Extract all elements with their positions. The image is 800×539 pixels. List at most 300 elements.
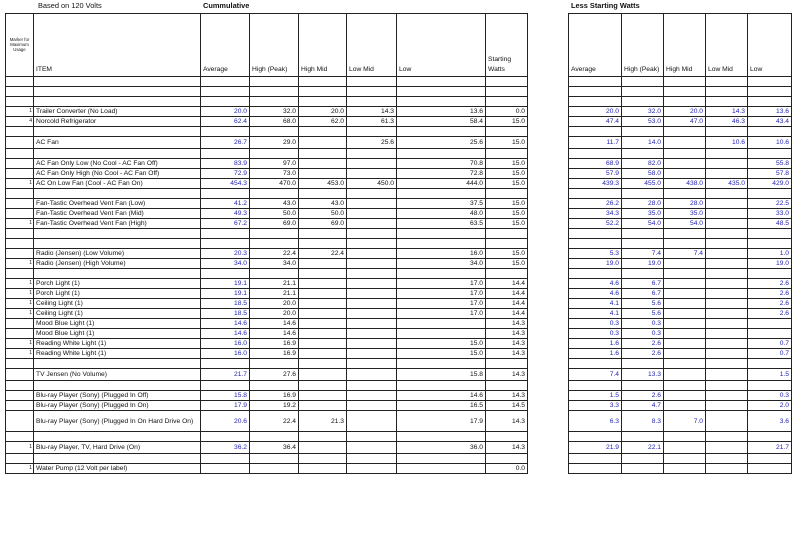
high-mid-cell: [299, 349, 347, 359]
high-peak-cell: [250, 97, 299, 107]
low-cell: 16.5: [397, 401, 486, 411]
average-cell: [201, 239, 250, 249]
r-low-cell: [748, 97, 792, 107]
average-cell: [201, 77, 250, 87]
low-cell: 13.6: [397, 107, 486, 117]
marker-cell: [6, 381, 34, 391]
marker-cell: 1: [6, 442, 34, 454]
cumulative-section-title: Cummulative: [203, 1, 250, 10]
item-cell: [34, 229, 201, 239]
column-header-high-mid: High Mid: [299, 14, 347, 77]
r-average-cell: 0.3: [569, 319, 622, 329]
blank-row: [6, 432, 792, 442]
r-average-cell: 6.3: [569, 411, 622, 432]
item-cell: AC Fan: [34, 137, 201, 149]
high-mid-cell: [299, 169, 347, 179]
section-gap: [528, 269, 569, 279]
r-low-mid-cell: [706, 359, 748, 369]
marker-cell: [6, 359, 34, 369]
low-cell: 444.0: [397, 179, 486, 189]
average-cell: [201, 359, 250, 369]
r-low-mid-cell: [706, 289, 748, 299]
low-cell: 14.6: [397, 391, 486, 401]
section-gap: [528, 391, 569, 401]
r-average-cell: [569, 464, 622, 474]
section-gap: [528, 319, 569, 329]
starting-watts-cell: 15.0: [486, 117, 528, 127]
item-cell: AC Fan Only High (No Cool - AC Fan Off): [34, 169, 201, 179]
starting-watts-cell: [486, 359, 528, 369]
r-low-mid-cell: [706, 189, 748, 199]
high-peak-cell: 16.9: [250, 339, 299, 349]
marker-cell: [6, 229, 34, 239]
section-gap: [528, 159, 569, 169]
r-low-mid-cell: 46.3: [706, 117, 748, 127]
high-peak-cell: [250, 229, 299, 239]
r-high-peak-cell: 13.3: [622, 369, 664, 381]
item-cell: [34, 97, 201, 107]
high-peak-cell: [250, 189, 299, 199]
low-mid-cell: [347, 411, 397, 432]
r-low-mid-cell: [706, 454, 748, 464]
r-average-cell: [569, 189, 622, 199]
r-low-cell: [748, 381, 792, 391]
average-cell: 72.9: [201, 169, 250, 179]
section-gap: [528, 107, 569, 117]
high-peak-cell: [250, 359, 299, 369]
r-high-mid-cell: [664, 149, 706, 159]
low-cell: 15.0: [397, 339, 486, 349]
low-mid-cell: [347, 269, 397, 279]
low-mid-cell: [347, 454, 397, 464]
blank-row: [6, 97, 792, 107]
column-header-starting-watts: Starting Watts: [486, 14, 528, 77]
r-high-peak-cell: [622, 381, 664, 391]
section-gap: [528, 454, 569, 464]
starting-watts-cell: [486, 239, 528, 249]
section-gap: [528, 229, 569, 239]
table-row: [6, 137, 792, 149]
r-average-cell: 52.2: [569, 219, 622, 229]
high-peak-cell: [250, 454, 299, 464]
r-low-cell: 2.0: [748, 401, 792, 411]
table-row: [6, 349, 792, 359]
high-mid-cell: [299, 319, 347, 329]
r-high-mid-cell: 438.0: [664, 179, 706, 189]
item-cell: Ceiling Light (1): [34, 309, 201, 319]
r-low-cell: 48.5: [748, 219, 792, 229]
r-low-cell: 55.8: [748, 159, 792, 169]
r-low-mid-cell: [706, 209, 748, 219]
item-cell: Radio (Jensen) (High Volume): [34, 259, 201, 269]
low-mid-cell: [347, 349, 397, 359]
r-low-cell: [748, 77, 792, 87]
r-low-mid-cell: [706, 127, 748, 137]
low-cell: [397, 319, 486, 329]
average-cell: 34.0: [201, 259, 250, 269]
r-low-mid-cell: [706, 239, 748, 249]
r-average-cell: 68.9: [569, 159, 622, 169]
r-high-mid-cell: 54.0: [664, 219, 706, 229]
low-cell: 17.0: [397, 289, 486, 299]
r-low-cell: [748, 454, 792, 464]
column-header-average: Average: [201, 14, 250, 77]
high-mid-cell: [299, 359, 347, 369]
low-mid-cell: [347, 209, 397, 219]
r-average-cell: 1.5: [569, 391, 622, 401]
marker-cell: [6, 369, 34, 381]
r-high-mid-cell: [664, 359, 706, 369]
item-cell: [34, 454, 201, 464]
low-mid-cell: 25.6: [347, 137, 397, 149]
r-low-cell: [748, 319, 792, 329]
marker-cell: 4: [6, 117, 34, 127]
r-high-peak-cell: [622, 87, 664, 97]
high-peak-cell: [250, 77, 299, 87]
r-high-mid-cell: 20.0: [664, 107, 706, 117]
r-high-peak-cell: [622, 149, 664, 159]
table-row: [6, 219, 792, 229]
r-low-mid-cell: [706, 369, 748, 381]
item-cell: Fan-Tastic Overhead Vent Fan (High): [34, 219, 201, 229]
r-high-peak-cell: [622, 239, 664, 249]
high-peak-cell: 22.4: [250, 411, 299, 432]
r-high-peak-cell: [622, 229, 664, 239]
starting-watts-cell: 0.0: [486, 107, 528, 117]
r-low-cell: 0.3: [748, 391, 792, 401]
high-peak-cell: 16.9: [250, 349, 299, 359]
r-high-peak-cell: [622, 97, 664, 107]
section-gap: [528, 401, 569, 411]
high-mid-cell: [299, 381, 347, 391]
high-mid-cell: [299, 339, 347, 349]
marker-cell: [6, 401, 34, 411]
average-cell: 16.0: [201, 339, 250, 349]
r-low-mid-cell: [706, 269, 748, 279]
r-low-mid-cell: [706, 259, 748, 269]
low-mid-cell: [347, 329, 397, 339]
r-high-peak-cell: 14.0: [622, 137, 664, 149]
average-cell: [201, 149, 250, 159]
section-gap: [528, 169, 569, 179]
column-header-high-peak: High (Peak): [250, 14, 299, 77]
high-mid-cell: [299, 97, 347, 107]
low-cell: 34.0: [397, 259, 486, 269]
r-low-mid-cell: [706, 77, 748, 87]
section-gap: [528, 117, 569, 127]
item-cell: [34, 359, 201, 369]
r-low-cell: 21.7: [748, 442, 792, 454]
low-mid-cell: 14.3: [347, 107, 397, 117]
column-header-low: Low: [397, 14, 486, 77]
table-row: [6, 259, 792, 269]
high-peak-cell: [250, 269, 299, 279]
less-starting-section-title: Less Starting Watts: [571, 1, 640, 10]
low-cell: 17.0: [397, 279, 486, 289]
section-gap: [528, 329, 569, 339]
section-gap: [528, 279, 569, 289]
item-cell: [34, 149, 201, 159]
high-mid-cell: 20.0: [299, 107, 347, 117]
item-cell: [34, 269, 201, 279]
marker-cell: 1: [6, 349, 34, 359]
high-peak-cell: [250, 432, 299, 442]
section-gap: [528, 87, 569, 97]
item-cell: Blu-ray Player (Sony) (Plugged In On): [34, 401, 201, 411]
marker-cell: [6, 127, 34, 137]
starting-watts-cell: 14.3: [486, 319, 528, 329]
starting-watts-cell: [486, 381, 528, 391]
high-mid-cell: [299, 149, 347, 159]
starting-watts-cell: 14.5: [486, 401, 528, 411]
r-average-cell: 34.3: [569, 209, 622, 219]
low-mid-cell: [347, 149, 397, 159]
r-average-cell: [569, 239, 622, 249]
item-cell: AC On Low Fan (Cool - AC Fan On): [34, 179, 201, 189]
starting-watts-cell: 15.0: [486, 169, 528, 179]
marker-cell: [6, 199, 34, 209]
r-average-cell: [569, 149, 622, 159]
item-cell: Ceiling Light (1): [34, 299, 201, 309]
low-cell: [397, 464, 486, 474]
blank-row: [6, 189, 792, 199]
high-mid-cell: [299, 391, 347, 401]
high-peak-cell: 14.6: [250, 329, 299, 339]
table-row: [6, 169, 792, 179]
section-gap: [528, 137, 569, 149]
low-cell: [397, 239, 486, 249]
average-cell: 20.3: [201, 249, 250, 259]
table-row: [6, 442, 792, 454]
marker-cell: [6, 87, 34, 97]
item-cell: [34, 77, 201, 87]
high-peak-cell: [250, 127, 299, 137]
r-high-peak-cell: [622, 432, 664, 442]
r-high-mid-cell: [664, 127, 706, 137]
column-header-item: ITEM: [34, 14, 201, 77]
average-cell: 18.5: [201, 309, 250, 319]
r-low-cell: [748, 329, 792, 339]
r-high-peak-cell: [622, 359, 664, 369]
r-high-peak-cell: [622, 77, 664, 87]
high-mid-cell: 43.0: [299, 199, 347, 209]
low-mid-cell: [347, 299, 397, 309]
r-low-mid-cell: [706, 432, 748, 442]
starting-watts-cell: 15.0: [486, 259, 528, 269]
r-average-cell: 1.6: [569, 339, 622, 349]
low-cell: 36.0: [397, 442, 486, 454]
high-peak-cell: 19.2: [250, 401, 299, 411]
high-mid-cell: [299, 299, 347, 309]
item-cell: Mood Blue Light (1): [34, 329, 201, 339]
r-average-cell: 7.4: [569, 369, 622, 381]
high-peak-cell: 97.0: [250, 159, 299, 169]
r-low-cell: 0.7: [748, 339, 792, 349]
low-mid-cell: [347, 159, 397, 169]
starting-watts-cell: 14.4: [486, 289, 528, 299]
section-gap: [528, 239, 569, 249]
high-mid-cell: [299, 189, 347, 199]
low-cell: 17.9: [397, 411, 486, 432]
r-high-mid-cell: [664, 309, 706, 319]
r-low-mid-cell: [706, 391, 748, 401]
column-header-r-high-peak: High (Peak): [622, 14, 664, 77]
section-gap: [528, 14, 569, 77]
r-high-peak-cell: 6.7: [622, 289, 664, 299]
starting-watts-cell: 15.0: [486, 209, 528, 219]
marker-cell: 1: [6, 279, 34, 289]
r-low-mid-cell: 14.3: [706, 107, 748, 117]
power-usage-table: [5, 13, 792, 474]
low-mid-cell: [347, 401, 397, 411]
table-row: [6, 179, 792, 189]
r-average-cell: 3.3: [569, 401, 622, 411]
low-mid-cell: [347, 289, 397, 299]
high-mid-cell: 50.0: [299, 209, 347, 219]
r-high-peak-cell: 22.1: [622, 442, 664, 454]
r-low-cell: 33.0: [748, 209, 792, 219]
r-average-cell: 47.4: [569, 117, 622, 127]
average-cell: [201, 381, 250, 391]
starting-watts-cell: [486, 149, 528, 159]
starting-watts-cell: 14.4: [486, 299, 528, 309]
high-mid-cell: 62.0: [299, 117, 347, 127]
r-low-mid-cell: [706, 339, 748, 349]
r-low-mid-cell: [706, 97, 748, 107]
r-high-mid-cell: [664, 349, 706, 359]
column-header-r-low: Low: [748, 14, 792, 77]
r-low-mid-cell: [706, 159, 748, 169]
average-cell: 19.1: [201, 279, 250, 289]
starting-watts-cell: 15.0: [486, 137, 528, 149]
low-cell: 15.8: [397, 369, 486, 381]
low-mid-cell: 450.0: [347, 179, 397, 189]
r-high-mid-cell: [664, 279, 706, 289]
r-low-cell: 57.8: [748, 169, 792, 179]
low-cell: 16.0: [397, 249, 486, 259]
section-gap: [528, 127, 569, 137]
table-row: [6, 319, 792, 329]
high-peak-cell: 36.4: [250, 442, 299, 454]
starting-watts-cell: 14.3: [486, 339, 528, 349]
r-low-mid-cell: [706, 279, 748, 289]
low-mid-cell: 61.3: [347, 117, 397, 127]
r-average-cell: [569, 432, 622, 442]
average-cell: 36.2: [201, 442, 250, 454]
high-mid-cell: [299, 329, 347, 339]
low-mid-cell: [347, 319, 397, 329]
section-gap: [528, 349, 569, 359]
low-mid-cell: [347, 442, 397, 454]
low-cell: 25.6: [397, 137, 486, 149]
r-high-mid-cell: 7.4: [664, 249, 706, 259]
high-peak-cell: 21.1: [250, 289, 299, 299]
r-high-peak-cell: 2.6: [622, 349, 664, 359]
marker-cell: 1: [6, 289, 34, 299]
high-mid-cell: [299, 269, 347, 279]
high-peak-cell: 29.0: [250, 137, 299, 149]
high-peak-cell: 20.0: [250, 309, 299, 319]
high-mid-cell: [299, 229, 347, 239]
table-row: [6, 329, 792, 339]
low-mid-cell: [347, 259, 397, 269]
table-row: [6, 369, 792, 381]
low-cell: [397, 359, 486, 369]
starting-watts-cell: [486, 229, 528, 239]
average-cell: 20.6: [201, 411, 250, 432]
average-cell: 21.7: [201, 369, 250, 381]
section-gap: [528, 97, 569, 107]
r-low-cell: 22.5: [748, 199, 792, 209]
high-peak-cell: [250, 464, 299, 474]
r-low-mid-cell: 10.6: [706, 137, 748, 149]
r-high-mid-cell: [664, 229, 706, 239]
marker-cell: [6, 319, 34, 329]
r-average-cell: 4.1: [569, 299, 622, 309]
marker-cell: [6, 97, 34, 107]
low-mid-cell: [347, 189, 397, 199]
low-mid-cell: [347, 391, 397, 401]
r-high-peak-cell: 4.7: [622, 401, 664, 411]
average-cell: 26.7: [201, 137, 250, 149]
starting-watts-cell: [486, 97, 528, 107]
r-high-mid-cell: [664, 87, 706, 97]
starting-watts-cell: 14.4: [486, 309, 528, 319]
marker-cell: 1: [6, 464, 34, 474]
low-cell: [397, 454, 486, 464]
r-low-cell: 13.6: [748, 107, 792, 117]
r-low-mid-cell: [706, 249, 748, 259]
section-gap: [528, 199, 569, 209]
table-row: [6, 279, 792, 289]
high-mid-cell: [299, 137, 347, 149]
blank-row: [6, 381, 792, 391]
r-high-mid-cell: [664, 269, 706, 279]
low-mid-cell: [347, 127, 397, 137]
r-average-cell: 0.3: [569, 329, 622, 339]
r-high-peak-cell: 28.0: [622, 199, 664, 209]
starting-watts-cell: 14.3: [486, 442, 528, 454]
r-high-mid-cell: 7.0: [664, 411, 706, 432]
r-high-mid-cell: [664, 239, 706, 249]
average-cell: [201, 97, 250, 107]
item-cell: [34, 381, 201, 391]
r-low-mid-cell: [706, 464, 748, 474]
item-cell: TV Jensen (No Volume): [34, 369, 201, 381]
table-row: [6, 117, 792, 127]
section-gap: [528, 179, 569, 189]
low-mid-cell: [347, 464, 397, 474]
r-low-cell: [748, 269, 792, 279]
section-gap: [528, 259, 569, 269]
r-high-mid-cell: [664, 432, 706, 442]
item-cell: Porch Light (1): [34, 289, 201, 299]
starting-watts-cell: 15.0: [486, 179, 528, 189]
r-high-peak-cell: 2.6: [622, 339, 664, 349]
starting-watts-cell: [486, 189, 528, 199]
r-average-cell: 19.0: [569, 259, 622, 269]
high-peak-cell: 20.0: [250, 299, 299, 309]
r-low-cell: 10.6: [748, 137, 792, 149]
marker-cell: [6, 391, 34, 401]
r-high-peak-cell: [622, 127, 664, 137]
high-peak-cell: 34.0: [250, 259, 299, 269]
r-low-cell: 1.5: [748, 369, 792, 381]
average-cell: [201, 87, 250, 97]
blank-row: [6, 149, 792, 159]
low-mid-cell: [347, 77, 397, 87]
item-cell: Reading White Light (1): [34, 349, 201, 359]
